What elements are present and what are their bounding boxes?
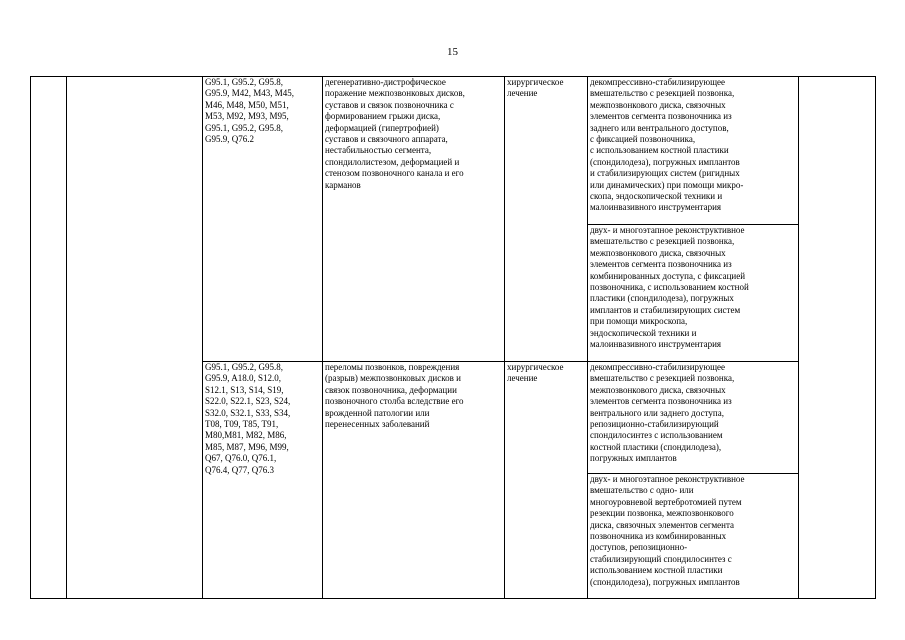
- medical-care-table: [30, 76, 876, 599]
- icd-codes-cell: G95.1, G95.2, G95.8, G95.9, A18.0, S12.0, S12.1, S13, S14, S19, S22.0, S22.1, S23, S24, S32.0, S32.1, S33, S34, T08, T09, T85, T91, M80,M81, M82, M86, M85, M87, M96, M99, Q67, Q76.0, Q76.1, Q76.4, Q77, Q76.3: [203, 362, 323, 599]
- care-type-cell: [67, 77, 203, 599]
- treatment-method-cell: двух- и многоэтапное реконструктивное вмешательство с резекцией позвонка, межпозвонкового диска, связочных элементов сегмента позвоночника из комбинированных доступа, с фиксацией позвоночника, с использованием костной пластики (спондилодеза), погружных имплантов и стабилизирующих систем при помощи микроскопа, эндоскопической техники и малоинвазивного инструментария: [588, 225, 799, 362]
- treatment-method-cell: декомпрессивно-стабилизирующее вмешательство с резекцией позвонка, межпозвонкового диска, связочных элементов сегмента позвоночника из заднего или вентрального доступов, с фиксацией позвоночника, с использованием костной пластики (спондилодеза), погружных имплантов и стабилизирующих систем (ригидных или динамических) при помощи микро- скопа, эндоскопической техники и малоинвазивного инструментария: [588, 77, 799, 225]
- patient-model-cell: переломы позвонков, повреждения (разрыв) межпозвонковых дисков и связок позвоночника, деформации позвоночного столба вследствие его врожденной патологии или перенесенных заболеваний: [323, 362, 505, 599]
- treatment-method-cell: декомпрессивно-стабилизирующее вмешательство с резекцией позвонка, межпозвонкового диска, связочных элементов сегмента позвоночника из вентрального или заднего доступа, репозиционно-стабилизирующий спондилосинтез с использованием костной пластики (спондилодеза), погружных имплантов: [588, 362, 799, 474]
- cost-cell: [799, 77, 876, 599]
- table-row: [31, 77, 876, 225]
- patient-model-cell: дегенеративно-дистрофическое поражение межпозвонковых дисков, суставов и связок позвоночника с формированием грыжи диска, деформацией (гипертрофией) суставов и связочного аппарата, нестабильностью сегмента, спондилолистезом, деформацией и стенозом позвоночного канала и его карманов: [323, 77, 505, 362]
- treatment-type-cell: хирургическое лечение: [505, 77, 588, 362]
- treatment-method-cell: двух- и многоэтапное реконструктивное вмешательство с одно- или многоуровневой вертебротомией путем резекции позвонка, межпозвонкового диска, связочных элементов сегмента позвоночника из комбинированных доступов, репозиционно- стабилизирующий спондилосинтез с использованием костной пластики (спондилодеза), погружных имплантов: [588, 474, 799, 599]
- icd-codes-cell: G95.1, G95.2, G95.8, G95.9, M42, M43, M45, M46, M48, M50, M51, M53, M92, M93, M95, G95.1, G95.2, G95.8, G95.9, Q76.2: [203, 77, 323, 362]
- page-number: 15: [447, 46, 458, 58]
- treatment-type-cell: хирургическое лечение: [505, 362, 588, 599]
- row-number-cell: [31, 77, 67, 599]
